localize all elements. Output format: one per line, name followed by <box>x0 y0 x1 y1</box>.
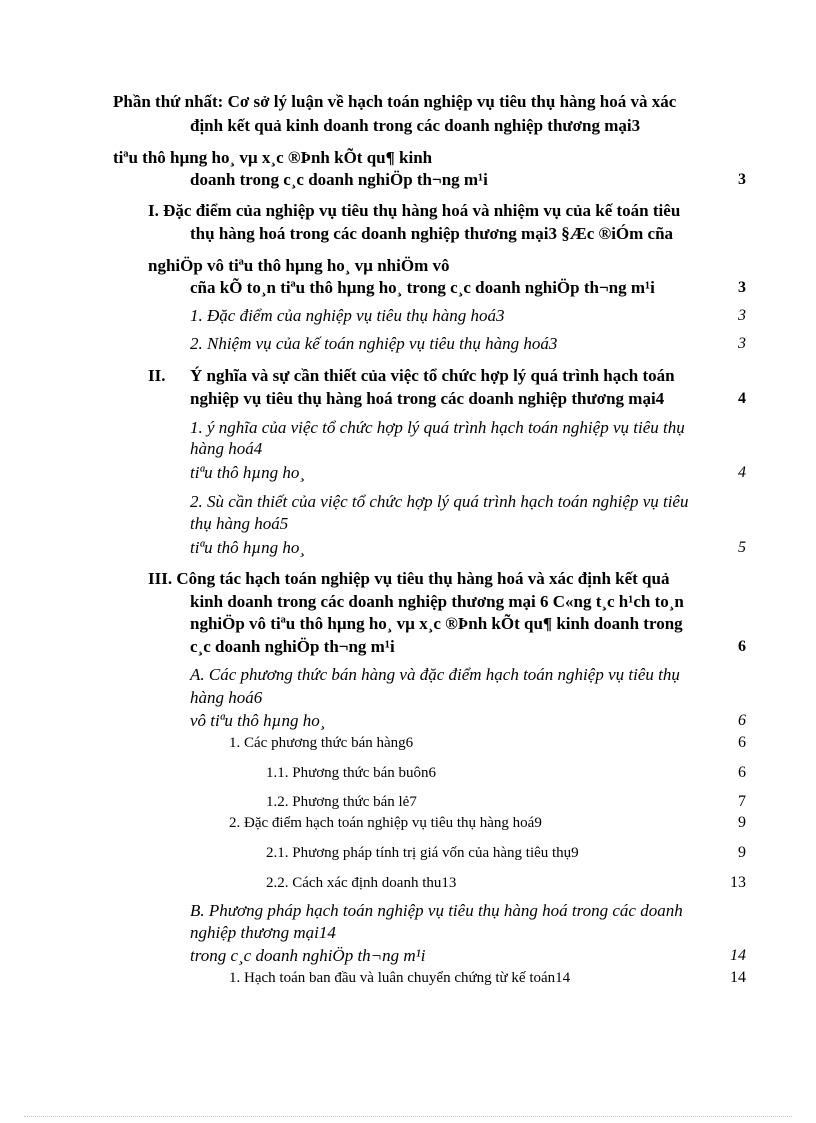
page-number: 3 <box>738 171 746 188</box>
toc-entry-2-1-line2: hàng hoá4 <box>190 439 263 458</box>
section-1-heading-line2: thụ hàng hoá trong các doanh nghiệp thương mại3 §Æc ®iÓm cña <box>190 224 674 243</box>
page-number: 3 <box>738 279 746 296</box>
subsection-b-line2: nghiệp thương mại14 <box>190 923 336 942</box>
toc-entry-2-2-line2: thụ hàng hoá5 <box>190 514 289 533</box>
page-number: 4 <box>738 390 746 407</box>
section-1-heading-line1: I. Đặc điểm của nghiệp vụ tiêu thụ hàng hoá và nhiệm vụ của kế toán tiêu <box>148 201 681 220</box>
toc-entry-1-2: 2. Nhiệm vụ của kế toán nghiệp vụ tiêu thụ hàng hoá3 <box>190 334 558 353</box>
page-number: 14 <box>730 947 746 964</box>
subsection-a-line2: hàng hoá6 <box>190 688 263 707</box>
section-3-heading-line3: nghiÖp vô tiªu thô hµng ho¸ vµ x¸c ®Þnh kÕt qu¶ kinh doanh trong <box>190 614 683 633</box>
section-1-heading-line4: cña kÕ to¸n tiªu thô hµng ho¸ trong c¸c doanh nghiÖp th¬ng m¹i <box>190 278 655 297</box>
toc-entry-2-1-line3: tiªu thô hµng ho¸ <box>190 463 306 482</box>
page-number: 14 <box>730 969 746 986</box>
subsection-b-line3: trong c¸c doanh nghiÖp th¬ng m¹i <box>190 946 426 965</box>
page-number: 4 <box>738 464 746 481</box>
section-3-heading-line4: c¸c doanh nghiÖp th¬ng m¹i <box>190 637 395 656</box>
section-1-heading-line3: nghiÖp vô tiªu thô hµng ho¸ vµ nhiÖm vô <box>148 256 450 275</box>
toc-entry-2-1-line1: 1. ý nghĩa của việc tổ chức hợp lý quá trình hạch toán nghiệp vụ tiêu thụ <box>190 418 685 437</box>
toc-entry-b-1: 1. Hạch toán ban đầu và luân chuyển chứng từ kế toán14 <box>229 970 571 986</box>
page-number: 3 <box>738 335 746 352</box>
page-number: 6 <box>738 734 746 751</box>
garbled-heading-line2: doanh trong c¸c doanh nghiÖp th¬ng m¹i <box>190 170 488 189</box>
page-number: 6 <box>738 712 746 729</box>
section-3-heading-line1: III. Công tác hạch toán nghiệp vụ tiêu thụ hàng hoá và xác định kết quả <box>148 569 670 588</box>
garbled-heading-line1: tiªu thô hµng ho¸ vµ x¸c ®Þnh kÕt qu¶ kinh <box>113 148 433 167</box>
page-number: 7 <box>738 793 746 810</box>
page-number: 5 <box>738 539 746 556</box>
subsection-a-line1: A. Các phương thức bán hàng và đặc điểm hạch toán nghiệp vụ tiêu thụ <box>190 665 680 684</box>
section-2-number: II. <box>148 366 166 385</box>
page-number: 9 <box>738 814 746 831</box>
page-number: 6 <box>738 764 746 781</box>
part1-heading-line1: Phần thứ nhất: Cơ sở lý luận về hạch toán nghiệp vụ tiêu thụ hàng hoá và xác <box>113 92 677 111</box>
subsection-b-line1: B. Phương pháp hạch toán nghiệp vụ tiêu thụ hàng hoá trong các doanh <box>190 901 683 920</box>
page-footer-divider <box>24 1116 792 1117</box>
part1-heading-line2: định kết quả kinh doanh trong các doanh nghiệp thương mại3 <box>190 116 641 135</box>
toc-entry-2-2-line3: tiªu thô hµng ho¸ <box>190 538 306 557</box>
section-2-heading-line2: nghiệp vụ tiêu thụ hàng hoá trong các doanh nghiệp thương mại4 <box>190 389 665 408</box>
section-2-heading-line1: Ý nghĩa và sự cần thiết của việc tổ chức hợp lý quá trình hạch toán <box>190 366 675 385</box>
toc-entry-a-2-1: 2.1. Phương pháp tính trị giá vốn của hàng tiêu thụ9 <box>266 845 579 861</box>
toc-entry-a-1: 1. Các phương thức bán hàng6 <box>229 735 414 751</box>
toc-entry-1-1: 1. Đặc điểm của nghiệp vụ tiêu thụ hàng hoá3 <box>190 306 505 325</box>
page-number: 3 <box>738 307 746 324</box>
page-number: 6 <box>738 638 746 655</box>
page-number: 9 <box>738 844 746 861</box>
toc-entry-2-2-line1: 2. Sù cần thiết của việc tổ chức hợp lý quá trình hạch toán nghiệp vụ tiêu <box>190 492 689 511</box>
toc-entry-a-1-1: 1.1. Phương thức bán buôn6 <box>266 765 437 781</box>
section-3-heading-line2: kinh doanh trong các doanh nghiệp thương mại 6 C«ng t¸c h¹ch to¸n <box>190 592 684 611</box>
page-number: 13 <box>730 874 746 891</box>
subsection-a-line3: vô tiªu thô hµng ho¸ <box>190 711 326 730</box>
toc-entry-a-2: 2. Đặc điểm hạch toán nghiệp vụ tiêu thụ hàng hoá9 <box>229 815 542 831</box>
toc-entry-a-1-2: 1.2. Phương thức bán lẻ7 <box>266 794 417 810</box>
toc-entry-a-2-2: 2.2. Cách xác định doanh thu13 <box>266 875 457 891</box>
